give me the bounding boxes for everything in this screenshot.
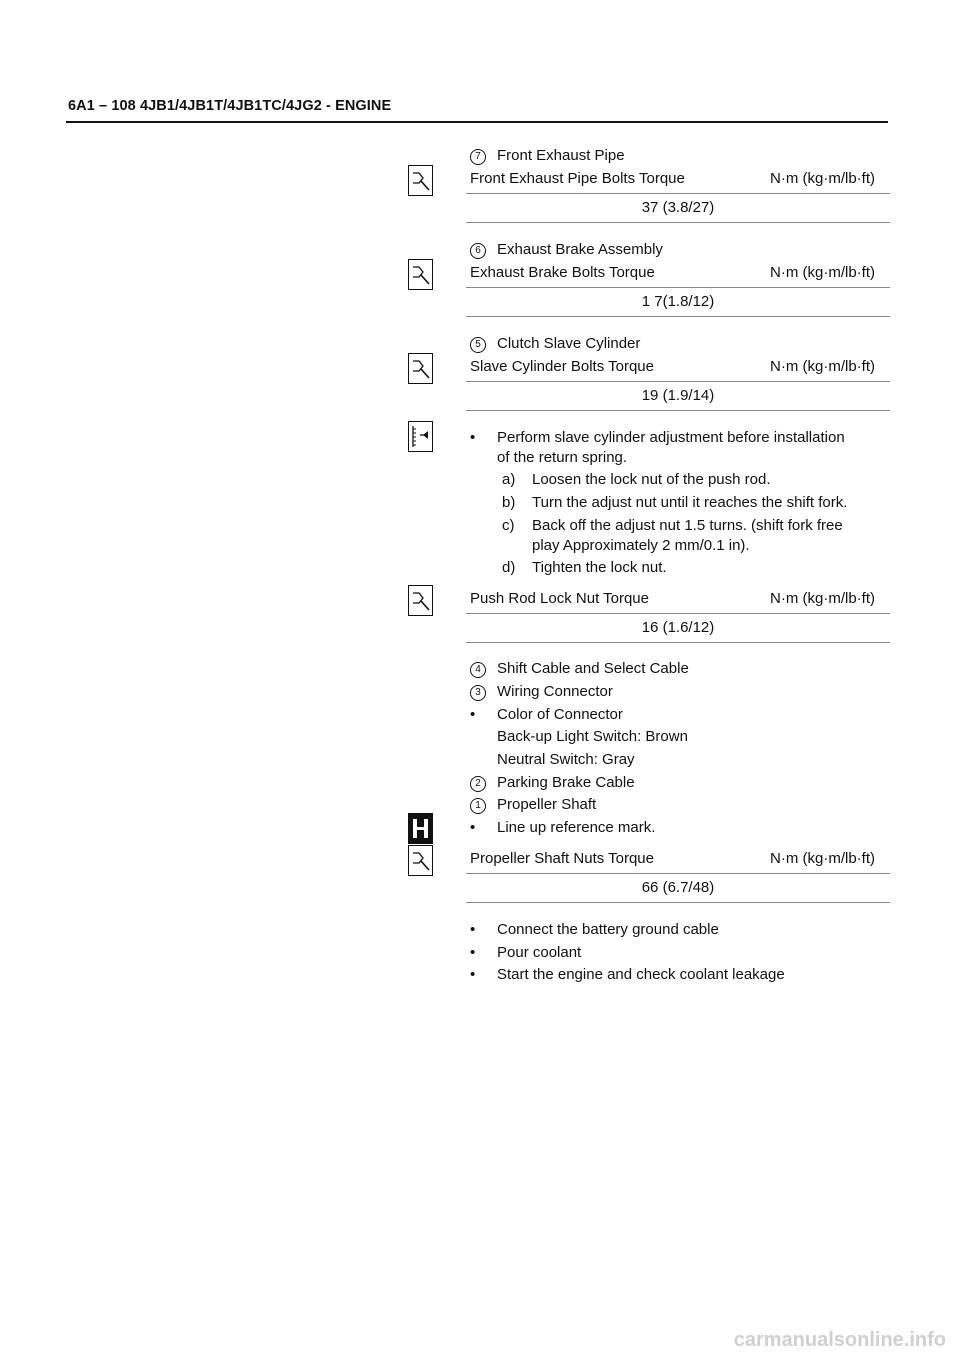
connector-color-backup: Back-up Light Switch: Brown (497, 728, 688, 745)
connector-color-neutral: Neutral Switch: Gray (497, 751, 635, 768)
table-rule (466, 381, 890, 382)
torque-value: 37 (3.8/27) (641, 199, 715, 216)
table-rule (466, 410, 890, 411)
sub-item-text: Tighten the lock nut. (532, 559, 667, 576)
sub-item-label: a) (502, 471, 516, 488)
header-rule (66, 121, 888, 123)
table-rule (466, 287, 890, 288)
bullet: • (470, 706, 476, 723)
adjust-instruction-cont: of the return spring. (497, 449, 628, 466)
step-number-5: 5 (470, 335, 486, 353)
torque-wrench-icon (408, 259, 433, 290)
sub-item-text: Loosen the lock nut of the push rod. (532, 471, 771, 488)
propeller-note: Line up reference mark. (497, 819, 656, 836)
final-step: Start the engine and check coolant leakage (497, 966, 785, 983)
step-number-6: 6 (470, 241, 486, 259)
step-title-shift-cable: Shift Cable and Select Cable (497, 660, 689, 677)
sub-item-label: b) (502, 494, 516, 511)
torque-unit: N·m (kg·m/lb·ft) (770, 264, 875, 281)
torque-wrench-icon (408, 845, 433, 876)
bullet: • (470, 819, 476, 836)
torque-unit: N·m (kg·m/lb·ft) (770, 170, 875, 187)
step-number-2: 2 (470, 774, 486, 792)
torque-unit: N·m (kg·m/lb·ft) (770, 850, 875, 867)
table-rule (466, 193, 890, 194)
torque-wrench-icon (408, 353, 433, 384)
torque-unit: N·m (kg·m/lb·ft) (770, 358, 875, 375)
bullet: • (470, 429, 476, 446)
step-title-exhaust-brake-assembly: Exhaust Brake Assembly (497, 241, 663, 258)
sub-item-text: Back off the adjust nut 1.5 turns. (shift fork free (532, 517, 843, 534)
table-rule (466, 642, 890, 643)
step-title-wiring-connector: Wiring Connector (497, 683, 613, 700)
connector-color-heading: Color of Connector (497, 706, 623, 723)
step-number-7: 7 (470, 147, 486, 165)
sub-item-label: c) (502, 517, 515, 534)
torque-name: Propeller Shaft Nuts Torque (470, 850, 654, 867)
step-number-4: 4 (470, 660, 486, 678)
torque-value: 1 7(1.8/12) (641, 293, 715, 310)
adjust-instruction: Perform slave cylinder adjustment before installation (497, 429, 845, 446)
torque-value: 66 (6.7/48) (641, 879, 715, 896)
final-step: Pour coolant (497, 944, 582, 961)
table-rule (466, 222, 890, 223)
watermark-link[interactable]: carmanualsonline.info (733, 1329, 946, 1351)
table-rule (466, 902, 890, 903)
step-title-clutch-slave-cylinder: Clutch Slave Cylinder (497, 335, 641, 352)
torque-value: 19 (1.9/14) (641, 387, 715, 404)
torque-value: 16 (1.6/12) (641, 619, 715, 636)
bullet: • (470, 921, 476, 938)
table-rule (466, 316, 890, 317)
page-header: 6A1 – 108 4JB1/4JB1T/4JB1TC/4JG2 - ENGINE (68, 98, 392, 114)
step-title-front-exhaust-pipe: Front Exhaust Pipe (497, 147, 625, 164)
torque-name: Push Rod Lock Nut Torque (470, 590, 649, 607)
sub-item-label: d) (502, 559, 516, 576)
step-number-3: 3 (470, 683, 486, 701)
step-title-parking-brake-cable: Parking Brake Cable (497, 774, 635, 791)
adjustment-gauge-icon (408, 421, 433, 452)
final-step: Connect the battery ground cable (497, 921, 719, 938)
step-title-propeller-shaft: Propeller Shaft (497, 796, 597, 813)
step-number-1: 1 (470, 796, 486, 814)
bullet: • (470, 966, 476, 983)
torque-name: Front Exhaust Pipe Bolts Torque (470, 170, 685, 187)
sub-item-text-cont: play Approximately 2 mm/0.1 in). (532, 537, 750, 554)
reference-mark-icon (408, 813, 433, 844)
table-rule (466, 873, 890, 874)
torque-name: Slave Cylinder Bolts Torque (470, 358, 654, 375)
sub-item-text: Turn the adjust nut until it reaches the shift fork. (532, 494, 848, 511)
bullet: • (470, 944, 476, 961)
torque-wrench-icon (408, 585, 433, 616)
torque-unit: N·m (kg·m/lb·ft) (770, 590, 875, 607)
torque-name: Exhaust Brake Bolts Torque (470, 264, 655, 281)
torque-wrench-icon (408, 165, 433, 196)
table-rule (466, 613, 890, 614)
